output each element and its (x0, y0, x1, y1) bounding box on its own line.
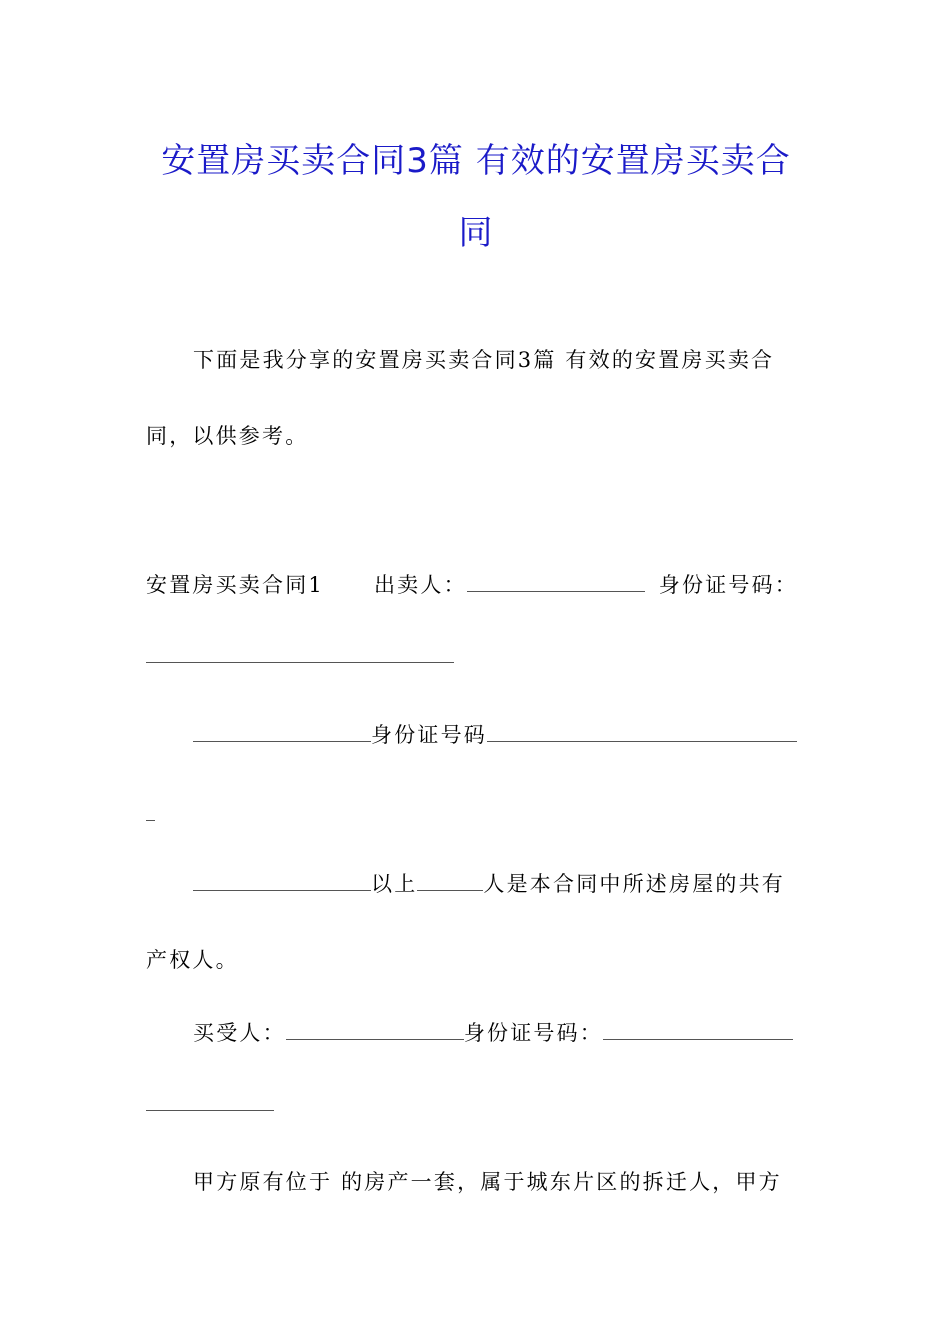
co-owner-text: 人是本合同中所述房屋的共有 (483, 872, 786, 896)
co-owner-list-blank (193, 870, 371, 891)
document-title-line2: 同 (458, 213, 494, 253)
buyer-id-label: 身份证号码： (463, 1021, 604, 1045)
buyer-id-continuation (146, 1090, 274, 1118)
co-owner-statement (193, 870, 785, 898)
seller-label: 出卖人： (373, 573, 467, 597)
co-owner-id-continuation (146, 800, 155, 828)
co-owner-row (193, 721, 797, 749)
co-owner-count-blank (417, 870, 483, 891)
seller-id-label: 身份证号码： (658, 573, 798, 597)
buyer-id-blank-end (146, 1090, 274, 1111)
intro-paragraph-line1: 下面是我分享的安置房买卖合同3篇 有效的安置房买卖合 (193, 348, 775, 372)
seller-id-row (146, 642, 454, 670)
document-title-line1: 安置房买卖合同3篇 有效的安置房买卖合 (161, 141, 791, 181)
contract-heading: 安置房买卖合同1 (146, 573, 324, 597)
buyer-name-blank (286, 1019, 464, 1040)
above-label: 以上 (371, 872, 418, 896)
buyer-row (193, 1019, 793, 1047)
co-owner-id-blank (487, 721, 797, 742)
seller-id-blank (146, 642, 454, 663)
house-paragraph-line1: 甲方原有位于 的房产一套，属于城东片区的拆迁人，甲方 (193, 1170, 782, 1194)
co-owner-id-label: 身份证号码 (371, 723, 487, 747)
seller-row (146, 571, 798, 599)
buyer-id-blank (603, 1019, 793, 1040)
buyer-label: 买受人： (193, 1021, 286, 1045)
co-owner-statement-cont: 产权人。 (146, 948, 239, 972)
seller-name-blank (467, 571, 645, 592)
co-owner-id-blank-end (146, 800, 155, 821)
co-owner-name-blank (193, 721, 371, 742)
intro-paragraph-line2: 同，以供参考。 (146, 424, 309, 448)
